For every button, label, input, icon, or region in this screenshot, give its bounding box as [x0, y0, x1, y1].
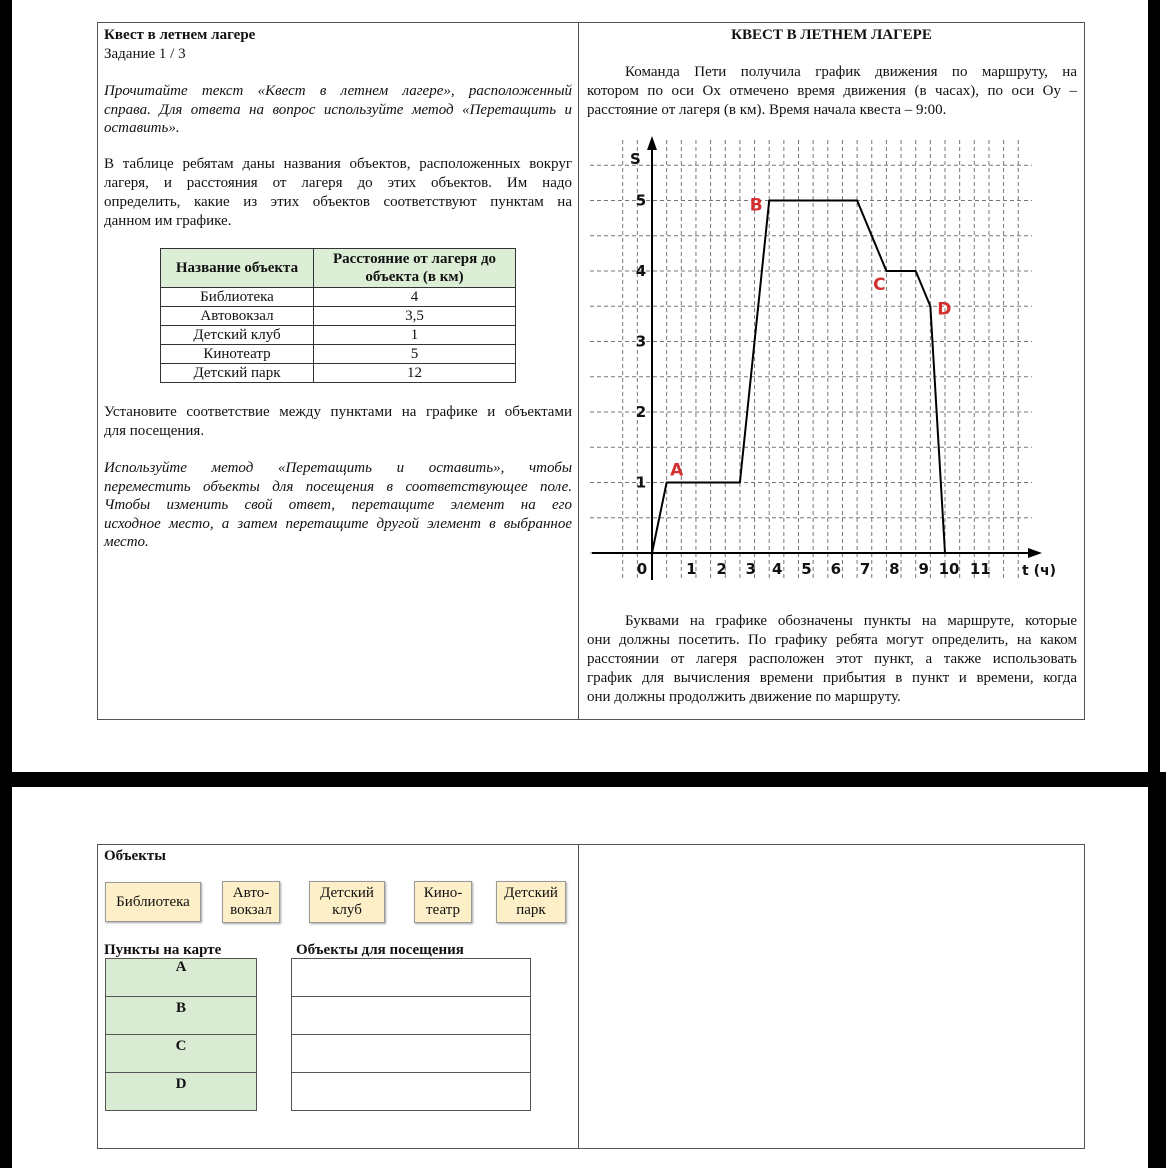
x-axis-label: t (ч) [1022, 563, 1056, 579]
chip-kids-park[interactable]: Детский парк [496, 881, 566, 923]
x-axis-arrow [1028, 548, 1042, 558]
y-tick-label: 3 [635, 332, 647, 351]
x-tick-label: 1 [686, 560, 697, 578]
method-text: Используйте метод «Перетащить и оставить», чтобы переместить объекты для посещения в соответствующее поле. Чтобы изменить свой ответ, перетащите элемент на его исходное место, а затем перетащите другой элемент в выбранное место. [104, 460, 572, 550]
table-row: Детский парк 12 [161, 364, 516, 383]
x-tick-label: 11 [969, 560, 991, 578]
drop-zone-d[interactable] [291, 1072, 531, 1111]
points-heading: Пункты на карте [104, 942, 222, 958]
drop-zone-c[interactable] [291, 1034, 531, 1073]
table-row: Автовокзал 3,5 [161, 307, 516, 326]
x-tick-label: 6 [830, 560, 842, 578]
drop-zone-a[interactable] [291, 958, 531, 997]
x-tick-label: 10 [938, 560, 960, 578]
chip-library[interactable]: Библиотека [105, 882, 201, 922]
story-paragraph-2: Буквами на графике обозначены пункты на маршруте, которые они должны посетить. По графику ребята могут определить, на каком расстоянии от лагеря расположен этот пункт, а также использовать график для вычисления времени прибытия в пункт и времени, когда они должны продолжить движение по маршруту. [587, 613, 1077, 705]
table-header: Название объекта [161, 249, 314, 288]
route-chart [580, 132, 1058, 584]
table-row: Библиотека 4 [161, 288, 516, 307]
window-edge [1160, 0, 1166, 772]
point-cell-b: B [105, 996, 257, 1035]
point-label-d: D [937, 299, 952, 320]
x-tick-label: 0 [636, 560, 648, 578]
x-tick-label: 9 [918, 560, 929, 578]
intro-text: В таблице ребятам даны названия объектов, расположенных вокруг лагеря, и расстояния от лагеря до этих объектов. Им надо определить, какие из этих объектов соответствуют пунктам на данном им графике. [104, 156, 572, 229]
point-cell-a: A [105, 958, 257, 997]
y-tick-label: 1 [635, 473, 647, 492]
objects-heading: Объекты [104, 848, 166, 864]
x-tick-label: 4 [771, 560, 783, 578]
table-row: Кинотеатр 5 [161, 345, 516, 364]
objects-table [160, 248, 516, 383]
y-axis-label: S [630, 150, 641, 168]
x-tick-label: 3 [745, 560, 757, 578]
y-tick-label: 5 [635, 191, 647, 210]
instruction-text: Прочитайте текст «Квест в летнем лагере», расположенный справа. Для ответа на вопрос используйте метод «Перетащить и оставить». [104, 83, 572, 136]
x-tick-label: 8 [889, 560, 900, 578]
answer-divider [578, 844, 579, 1149]
x-tick-label: 5 [801, 560, 812, 578]
table-header: Расстояние от лагеря до объекта (в км) [314, 249, 516, 288]
story-heading: КВЕСТ В ЛЕТНЕМ ЛАГЕРЕ [731, 27, 932, 43]
x-tick-label: 7 [859, 560, 871, 578]
chip-bus-station[interactable]: Авто- вокзал [222, 881, 280, 923]
point-label-a: A [670, 460, 684, 481]
task-title: Квест в летнем лагере [104, 27, 256, 43]
x-tick-label: 2 [716, 560, 727, 578]
task-number: Задание 1 / 3 [104, 46, 186, 62]
panel-divider [578, 22, 579, 720]
point-cell-d: D [105, 1072, 257, 1111]
chip-kids-club[interactable]: Детский клуб [309, 881, 385, 923]
visits-heading: Объекты для посещения [296, 942, 464, 958]
story-paragraph-1: Команда Пети получила график движения по маршруту, на котором по оси Ox отмечено время движения (в часах), по оси Oy – расстояние от лагеря (в км). Время начала квеста – 9:00. [587, 64, 1077, 118]
task-sheet [12, 0, 1148, 772]
chip-cinema[interactable]: Кино- театр [414, 881, 472, 923]
drop-zone-b[interactable] [291, 996, 531, 1035]
point-cell-c: C [105, 1034, 257, 1073]
y-tick-label: 4 [635, 262, 647, 280]
table-row: Детский клуб 1 [161, 326, 516, 345]
y-tick-label: 2 [635, 403, 647, 421]
match-text: Установите соответствие между пунктами на графике и объектами для посещения. [104, 404, 572, 439]
point-label-c: C [873, 275, 886, 295]
y-axis-arrow [647, 136, 657, 150]
answer-sheet [12, 787, 1148, 1168]
point-label-b: B [749, 195, 763, 216]
